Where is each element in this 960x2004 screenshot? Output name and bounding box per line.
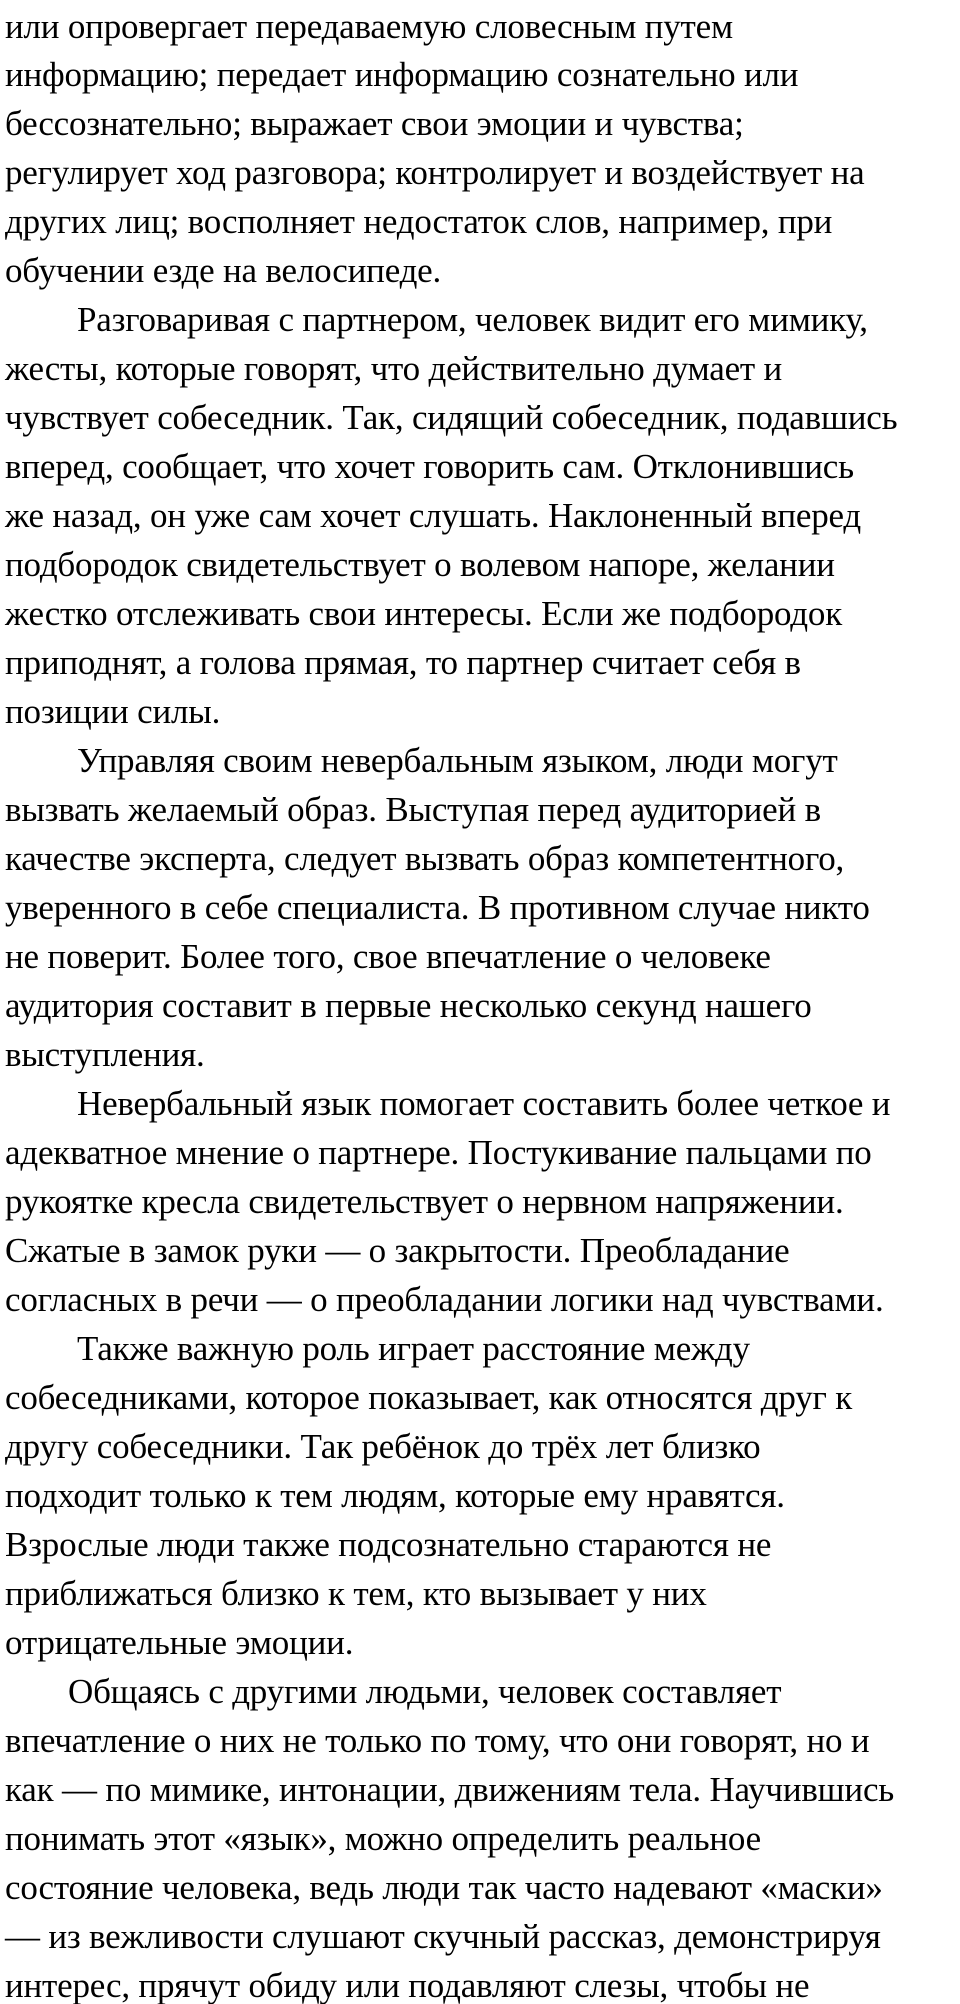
text-line: позиции силы.	[5, 692, 221, 731]
text-line: Сжатые в замок руки — о закрытости. Преобладание	[5, 1231, 790, 1270]
text-line: аудитория составит в первые несколько секунд нашего	[5, 986, 812, 1025]
text-line: адекватное мнение о партнере. Постукивание пальцами по	[5, 1133, 872, 1172]
text-line: рукоятке кресла свидетельствует о нервном напряжении.	[5, 1182, 844, 1221]
text-line: или опровергает передаваемую словесным путем	[5, 7, 733, 46]
text-line: как — по мимике, интонации, движениям тела. Научившись	[5, 1770, 895, 1809]
text-line: отрицательные эмоции.	[5, 1623, 354, 1662]
text-line: состояние человека, ведь люди так часто надевают «маски»	[5, 1868, 883, 1907]
paragraph-first-line: Разговаривая с партнером, человек видит его мимику,	[77, 300, 868, 339]
text-line: понимать этот «язык», можно определить реальное	[5, 1819, 761, 1858]
paragraph-first-line: Управляя своим невербальным языком, люди могут	[77, 741, 838, 780]
text-line: чувствует собеседник. Так, сидящий собеседник, подавшись	[5, 398, 898, 437]
text-line: регулирует ход разговора; контролирует и воздействует на	[5, 153, 865, 192]
text-line: жесты, которые говорят, что действительно думает и	[5, 349, 783, 388]
text-line: других лиц; восполняет недостаток слов, например, при	[5, 202, 833, 241]
text-line: интерес, прячут обиду или подавляют слезы, чтобы не	[5, 1966, 810, 2004]
text-line: информацию; передает информацию сознательно или	[5, 55, 799, 94]
text-line: бессознательно; выражает свои эмоции и чувства;	[5, 104, 744, 143]
text-line: Взрослые люди также подсознательно стараются не	[5, 1525, 772, 1564]
text-line: другу собеседники. Так ребёнок до трёх лет близко	[5, 1427, 761, 1466]
text-line: подходит только к тем людям, которые ему нравятся.	[5, 1476, 785, 1515]
text-line: впечатление о них не только по тому, что они говорят, но и	[5, 1721, 870, 1760]
text-line: согласных в речи — о преобладании логики над чувствами.	[5, 1280, 884, 1319]
paragraph-first-line: Также важную роль играет расстояние между	[77, 1329, 750, 1368]
text-line: обучении езде на велосипеде.	[5, 251, 442, 290]
paragraph-first-line: Общаясь с другими людьми, человек составляет	[68, 1672, 782, 1711]
text-line: вперед, сообщает, что хочет говорить сам. Отклонившись	[5, 447, 854, 486]
text-line: не поверит. Более того, свое впечатление о человеке	[5, 937, 771, 976]
text-line: качестве эксперта, следует вызвать образ компетентного,	[5, 839, 845, 878]
text-line: приподнят, а голова прямая, то партнер считает себя в	[5, 643, 801, 682]
paragraph-first-line: Невербальный язык помогает составить более четкое и	[77, 1084, 891, 1123]
text-line: же назад, он уже сам хочет слушать. Наклоненный вперед	[5, 496, 862, 535]
text-line: вызвать желаемый образ. Выступая перед аудиторией в	[5, 790, 821, 829]
text-line: выступления.	[5, 1035, 205, 1074]
text-line: — из вежливости слушают скучный рассказ, демонстрируя	[5, 1917, 881, 1956]
text-line: собеседниками, которое показывает, как относятся друг к	[5, 1378, 853, 1417]
text-line: приближаться близко к тем, кто вызывает у них	[5, 1574, 707, 1613]
text-line: жестко отслеживать свои интересы. Если же подбородок	[5, 594, 843, 633]
text-line: подбородок свидетельствует о волевом напоре, желании	[5, 545, 835, 584]
text-line: уверенного в себе специалиста. В противном случае никто	[5, 888, 870, 927]
